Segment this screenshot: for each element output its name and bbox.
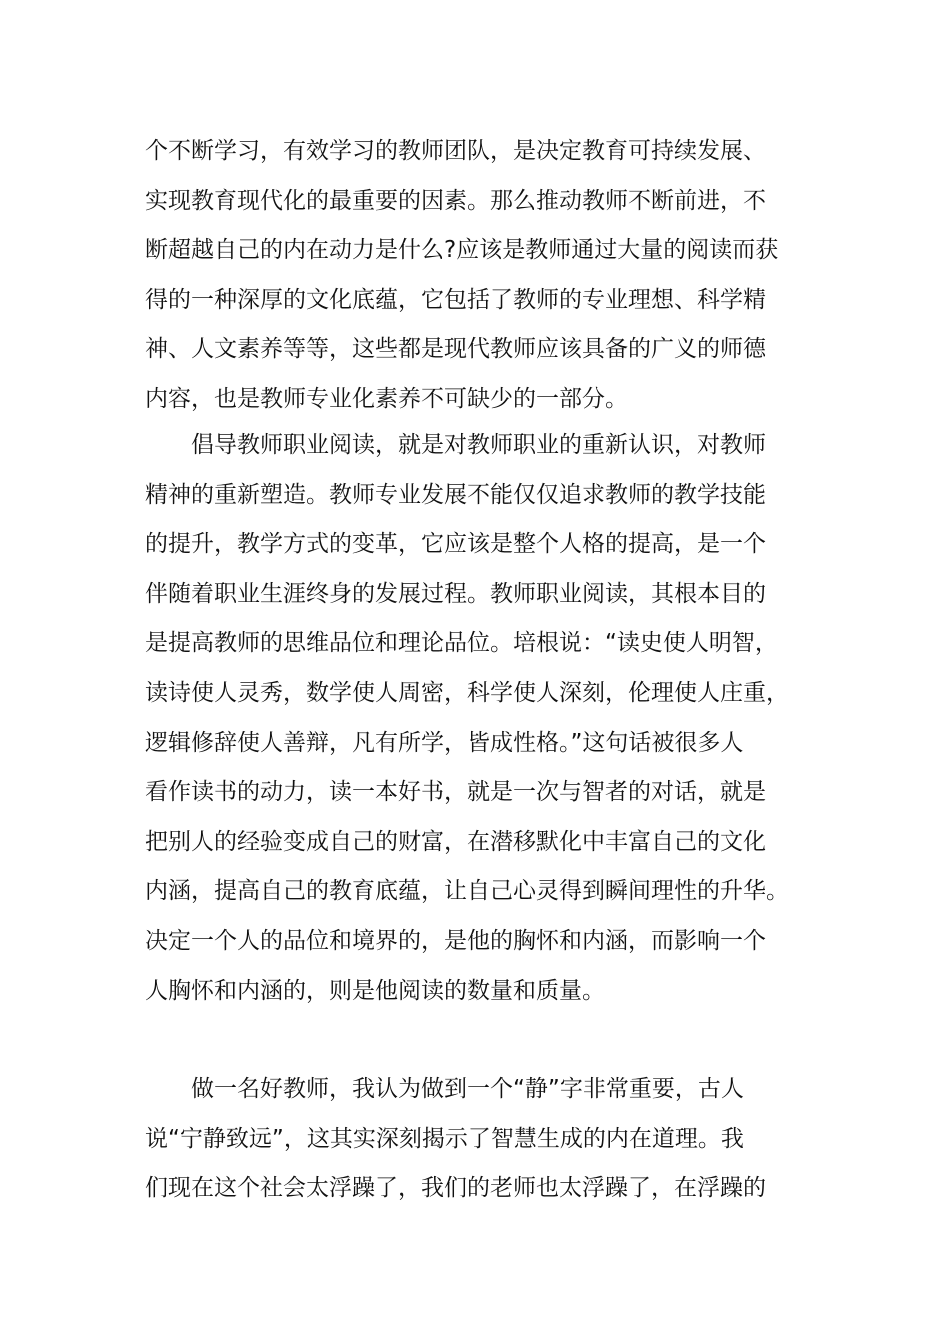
text-line: 读诗使人灵秀，数学使人周密，科学使人深刻，伦理使人庄重， [145,679,789,706]
text-line: 断超越自己的内在动力是什么?应该是教师通过大量的阅读而获 [145,237,779,264]
text-line: 把别人的经验变成自己的财富，在潜移默化中丰富自己的文化 [145,828,766,855]
text-line: 内容，也是教师专业化素养不可缺少的一部分。 [145,385,628,412]
text-line: 精神的重新塑造。教师专业发展不能仅仅追求教师的教学技能 [145,481,766,508]
paragraph-2 [145,421,805,1016]
text-line: 人胸怀和内涵的，则是他阅读的数量和质量。 [145,977,605,1004]
text-line: 实现教育现代化的最重要的因素。那么推动教师不断前进，不 [145,187,766,214]
paragraph-1 [145,127,805,425]
text-line: 逻辑修辞使人善辩，凡有所学，皆成性格。”这句话被很多人 [145,729,744,756]
text-line: 看作读书的动力，读一本好书，就是一次与智者的对话，就是 [145,779,766,806]
text-line: 内涵，提高自己的教育底蕴，让自己心灵得到瞬间理性的升华。 [145,878,789,905]
paragraph-3 [145,1065,805,1214]
text-line: 决定一个人的品位和境界的，是他的胸怀和内涵，而影响一个 [145,927,766,954]
text-line: 们现在这个社会太浮躁了，我们的老师也太浮躁了，在浮躁的 [145,1175,766,1202]
text-line: 个不断学习，有效学习的教师团队，是决定教育可持续发展、 [145,138,766,164]
text-line: 倡导教师职业阅读，就是对教师职业的重新认识，对教师 [191,432,766,458]
text-line: 做一名好教师，我认为做到一个“静”字非常重要，古人 [191,1076,744,1102]
text-line: 神、人文素养等等，这些都是现代教师应该具备的广义的师德 [145,336,766,363]
text-line: 得的一种深厚的文化底蕴，它包括了教师的专业理想、科学精 [145,286,766,313]
text-line: 说“宁静致远”，这其实深刻揭示了智慧生成的内在道理。我 [145,1125,744,1152]
text-line: 是提高教师的思维品位和理论品位。培根说：“读史使人明智， [145,630,778,657]
text-line: 的提升，教学方式的变革，它应该是整个人格的提高，是一个 [145,531,766,558]
text-line: 伴随着职业生涯终身的发展过程。教师职业阅读，其根本目的 [145,580,766,607]
